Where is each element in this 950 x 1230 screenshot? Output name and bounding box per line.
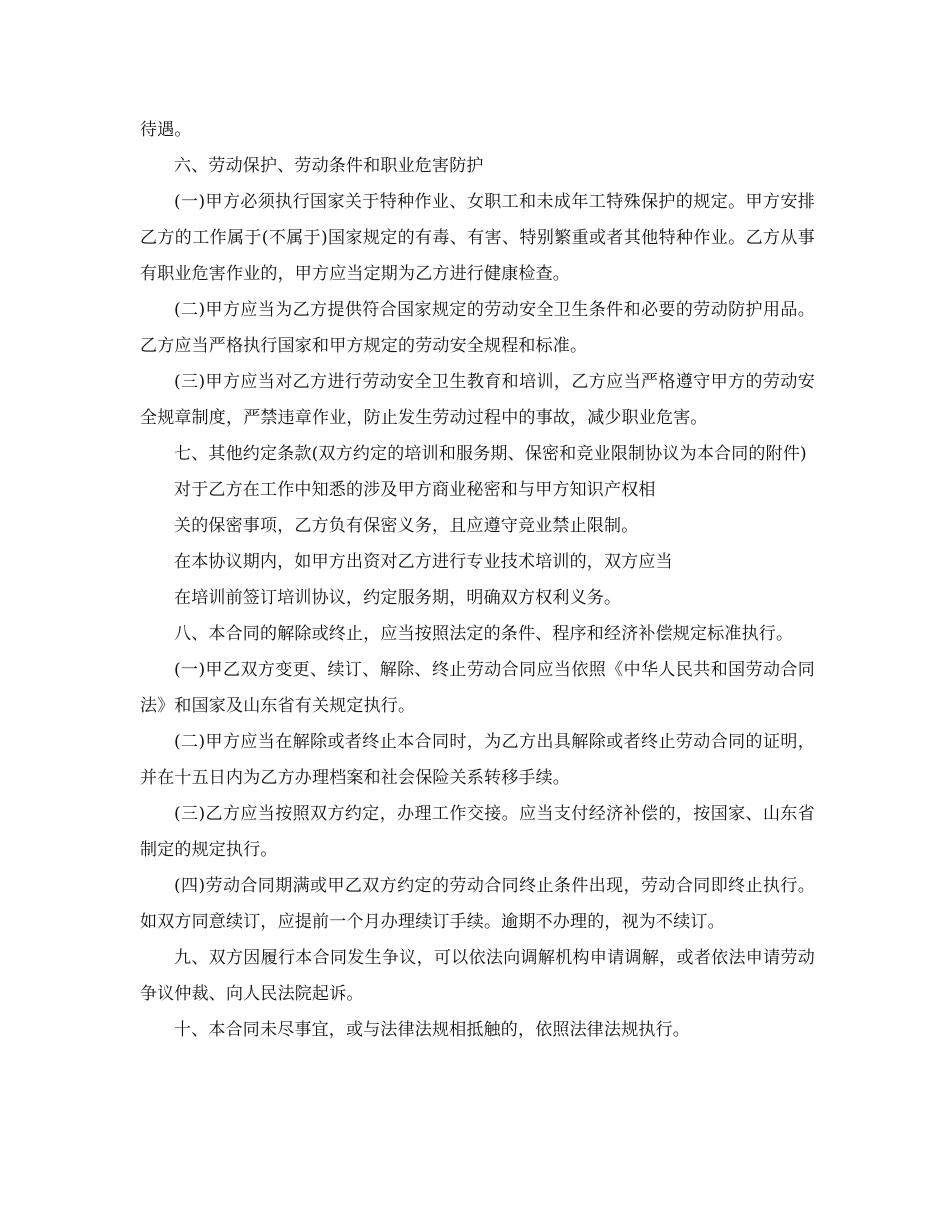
paragraph-6-3: (三)甲方应当对乙方进行劳动安全卫生教育和培训，乙方应当严格遵守甲方的劳动安全规章制度，严禁违章作业，防止发生劳动过程中的事故，减少职业危害。 — [140, 372, 815, 428]
section-heading-8: 八、本合同的解除或终止，应当按照法定的条件、程序和经济补偿规定标准执行。 — [174, 624, 794, 644]
paragraph-6-1: (一)甲方必须执行国家关于特种作业、女职工和未成年工特殊保护的规定。甲方安排乙方的工作属于(不属于)国家规定的有毒、有害、特别繁重或者其他特种作业。乙方从事有职业危害作业的，甲方应当定期为乙方进行健康检查。 — [140, 192, 815, 284]
section-heading-10: 十、本合同未尽事宜，或与法律法规相抵触的，依照法律法规执行。 — [174, 1020, 690, 1040]
paragraph-8-1: (一)甲乙双方变更、续订、解除、终止劳动合同应当依照《中华人民共和国劳动合同法》和国家及山东省有关规定执行。 — [140, 660, 815, 716]
document-body — [140, 112, 815, 1048]
paragraph-8-2: (二)甲方应当在解除或者终止本合同时，为乙方出具解除或者终止劳动合同的证明，并在十五日内为乙方办理档案和社会保险关系转移手续。 — [140, 732, 815, 788]
section-heading-6: 六、劳动保护、劳动条件和职业危害防护 — [174, 156, 484, 176]
paragraph-8-3: (三)乙方应当按照双方约定，办理工作交接。应当支付经济补偿的，按国家、山东省制定的规定执行。 — [140, 804, 815, 860]
section-heading-7: 七、其他约定条款(双方约定的培训和服务期、保密和竞业限制协议为本合同的附件) — [174, 444, 807, 464]
training-line-1: 在本协议期内，如甲方出资对乙方进行专业技术培训的，双方应当 — [174, 552, 673, 572]
training-line-2: 在培训前签订培训协议，约定服务期，明确双方权利义务。 — [174, 588, 622, 608]
paragraph-6-2: (二)甲方应当为乙方提供符合国家规定的劳动安全卫生条件和必要的劳动防护用品。乙方应当严格执行国家和甲方规定的劳动安全规程和标准。 — [140, 300, 815, 356]
paragraph-continuation: 待遇。 — [140, 120, 192, 140]
confidentiality-line-2: 关的保密事项，乙方负有保密义务，且应遵守竞业禁止限制。 — [174, 516, 639, 536]
confidentiality-line-1: 对于乙方在工作中知悉的涉及甲方商业秘密和与甲方知识产权相 — [174, 480, 656, 500]
paragraph-8-4: (四)劳动合同期满或甲乙双方约定的劳动合同终止条件出现，劳动合同即终止执行。如双方同意续订，应提前一个月办理续订手续。逾期不办理的，视为不续订。 — [140, 876, 815, 932]
section-heading-9: 九、双方因履行本合同发生争议，可以依法向调解机构申请调解，或者依法申请劳动争议仲裁、向人民法院起诉。 — [140, 948, 815, 1004]
